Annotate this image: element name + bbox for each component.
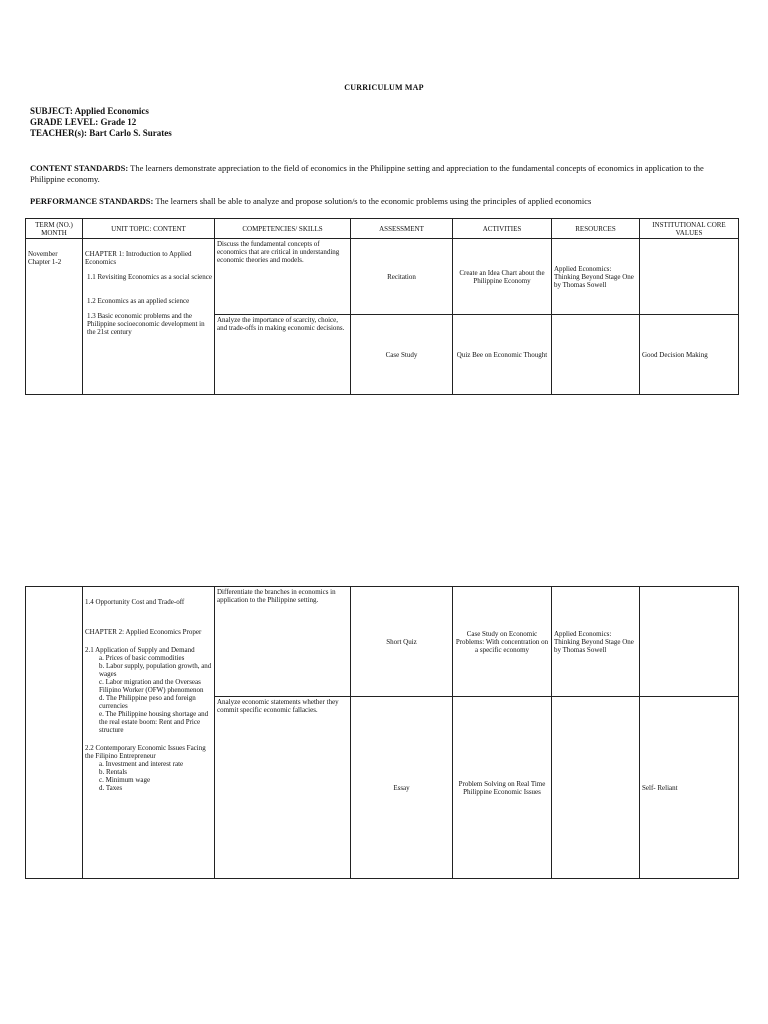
grade-value: Grade 12 [100, 117, 137, 127]
grade-line [30, 117, 136, 128]
competency-cell: Analyze the importance of scarcity, choice, and trade-offs in making economic decisions. [215, 315, 351, 395]
header-activities: ACTIVITIES [453, 219, 552, 239]
activity-cell: Case Study on Economic Problems: With concentration on a specific economy [453, 587, 552, 697]
header-term: TERM (NO.) MONTH [26, 219, 83, 239]
topic-cell [83, 587, 215, 879]
performance-standards-text: The learners shall be able to analyze and propose solution/s to the economic problems using the principles of applied economics [155, 196, 592, 206]
subject-line [30, 106, 149, 117]
header-topic: UNIT TOPIC: CONTENT [83, 219, 215, 239]
term-month: November [28, 250, 58, 258]
chapter-2-title: CHAPTER 2: Applied Economics Proper [85, 628, 202, 636]
teacher-label: TEACHER(s): [30, 128, 88, 138]
list-item: d. The Philippine peso and foreign currencies [99, 694, 196, 710]
table-row [26, 587, 739, 697]
resource-cell: Applied Economics: Thinking Beyond Stage One by Thomas Sowell [552, 587, 640, 697]
curriculum-table-page1 [25, 218, 739, 395]
grade-label: GRADE LEVEL: [30, 117, 99, 127]
topic-1-2: 1.2 Economics as an applied science [87, 297, 190, 305]
resource-cell [552, 315, 640, 395]
curriculum-table-page2 [25, 586, 739, 879]
table-row [26, 239, 739, 315]
resource-cell [552, 697, 640, 879]
header-row [26, 219, 739, 239]
list-item: a. Prices of basic commodities [99, 654, 185, 662]
assessment-cell: Short Quiz [351, 587, 453, 697]
teacher-value: Bart Carlo S. Surates [89, 128, 172, 138]
assessment-cell: Essay [351, 697, 453, 879]
resource-cell: Applied Economics: Thinking Beyond Stage One by Thomas Sowell [552, 239, 640, 315]
term-cell [26, 587, 83, 879]
content-standards [30, 163, 735, 185]
topic-cell [83, 239, 215, 395]
header-assessment: ASSESSMENT [351, 219, 453, 239]
content-standards-text: The learners demonstrate appreciation to the field of economics in the Philippine setting and appreciation to the fundamental concepts of economics in application to the Philippine economy. [30, 163, 704, 184]
header-resources: RESOURCES [552, 219, 640, 239]
list-item: c. Minimum wage [99, 776, 151, 784]
topic-1-1: 1.1 Revisiting Economics as a social science [87, 273, 212, 281]
assessment-cell: Case Study [351, 315, 453, 395]
term-chapter: Chapter 1-2 [28, 258, 62, 266]
performance-standards [30, 196, 735, 207]
core-value-cell: Good Decision Making [640, 315, 739, 395]
competency-cell: Differentiate the branches in economics in application to the Philippine setting. [215, 587, 351, 697]
teacher-line [30, 128, 172, 139]
competency-cell: Analyze economic statements whether they commit specific economic fallacies. [215, 697, 351, 879]
topic-2-2: 2.2 Contemporary Economic Issues Facing the Filipino Entrepreneur [85, 744, 206, 760]
list-item: e. The Philippine housing shortage and the real estate boom: Rent and Price structure [99, 710, 209, 734]
chapter-1-title: CHAPTER 1: Introduction to Applied Economics [85, 250, 192, 266]
core-value-cell [640, 587, 739, 697]
activity-cell: Quiz Bee on Economic Thought [453, 315, 552, 395]
core-value-cell: Self- Reliant [640, 697, 739, 879]
topic-1-4: 1.4 Opportunity Cost and Trade-off [85, 598, 185, 606]
term-cell [26, 239, 83, 395]
header-core-values: INSTITUTIONAL CORE VALUES [640, 219, 739, 239]
topic-2-1: 2.1 Application of Supply and Demand [85, 646, 195, 654]
topic-1-3: 1.3 Basic economic problems and the Philippine socioeconomic development in the 21st century [87, 312, 205, 336]
list-item: d. Taxes [99, 784, 123, 792]
performance-standards-label: PERFORMANCE STANDARDS: [30, 196, 154, 206]
subject-value: Applied Economics [74, 106, 149, 116]
competency-cell: Discuss the fundamental concepts of economics that are critical in understanding economic theories and models. [215, 239, 351, 315]
assessment-cell: Recitation [351, 239, 453, 315]
list-item: b. Labor supply, population growth, and wages [99, 662, 212, 678]
document-title: CURRICULUM MAP [344, 83, 424, 92]
core-value-cell [640, 239, 739, 315]
topic-2-1-list [85, 654, 212, 734]
topic-2-2-list [85, 760, 212, 792]
content-standards-label: CONTENT STANDARDS: [30, 163, 129, 173]
list-item: b. Rentals [99, 768, 127, 776]
activity-cell: Create an Idea Chart about the Philippine Economy [453, 239, 552, 315]
list-item: c. Labor migration and the Overseas Filipino Worker (OFW) phenomenon [99, 678, 204, 694]
subject-label: SUBJECT: [30, 106, 73, 116]
header-competencies: COMPETENCIES/ SKILLS [215, 219, 351, 239]
activity-cell: Problem Solving on Real Time Philippine Economic Issues [453, 697, 552, 879]
list-item: a. Investment and interest rate [99, 760, 184, 768]
